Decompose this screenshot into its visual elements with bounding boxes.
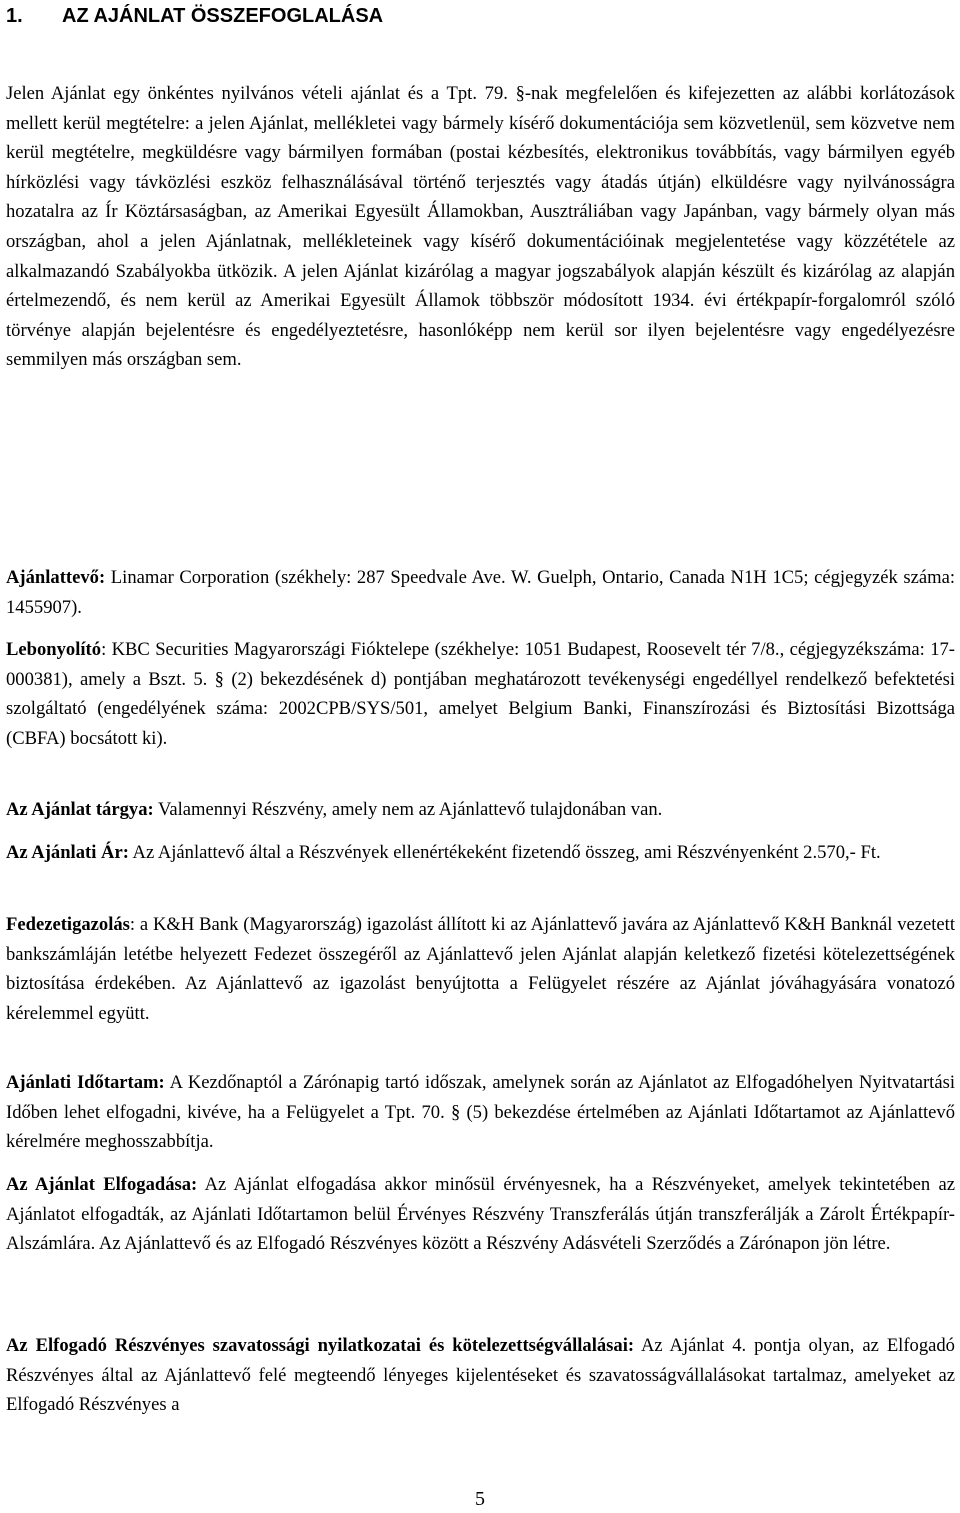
- warranties-text: Az Ajánlat 4. pontja olyan, az Elfogadó Részvényes által az Ajánlattevő felé megteendő lényeges kijelentéseket és szavatosságvállalásokat tartalmaz, amelyeket az Elfogadó Részvényes a: [6, 1335, 955, 1416]
- offeror-text: Linamar Corporation (székhely: 287 Speedvale Ave. W. Guelph, Ontario, Canada N1H 1C5; cégjegyzék száma: 1455907).: [6, 567, 955, 618]
- acceptance-paragraph: [6, 1170, 955, 1259]
- funding-paragraph: [6, 910, 955, 1028]
- funding-label: Fedezetigazolás: [6, 914, 130, 935]
- manager-label: Lebonyolító: [6, 639, 102, 660]
- warranties-paragraph: [6, 1331, 955, 1420]
- price-text: Az Ajánlattevő által a Részvények ellenértékeként fizetendő összeg, ami Részvényenként 2.570,- Ft.: [132, 842, 881, 863]
- manager-paragraph: [6, 635, 955, 753]
- subject-paragraph: [6, 795, 955, 825]
- acceptance-label: Az Ajánlat Elfogadása:: [6, 1174, 198, 1195]
- period-paragraph: [6, 1068, 955, 1157]
- subject-text: Valamennyi Részvény, amely nem az Ajánlattevő tulajdonában van.: [158, 799, 663, 820]
- offeror-label: Ajánlattevő:: [6, 567, 106, 588]
- warranties-label: Az Elfogadó Részvényes szavatossági nyilatkozatai és kötelezettségvállalásai:: [6, 1335, 635, 1356]
- section-number: 1.: [6, 5, 23, 27]
- price-label: Az Ajánlati Ár:: [6, 842, 129, 863]
- period-text: A Kezdőnaptól a Zárónapig tartó időszak, amelynek során az Ajánlatot az Elfogadóhelyen Nyitvatartási Időben lehet elfogadni, kivéve, ha a Felügyelet a Tpt. 70. § (5) bekezdése értelmében az Ajánlati Időtartamot az Ajánlattevő kérelmére meghosszabbítja.: [6, 1072, 955, 1153]
- section-title: AZ AJÁNLAT ÖSSZEFOGLALÁSA: [62, 5, 384, 27]
- price-paragraph: [6, 838, 955, 868]
- offeror-paragraph: [6, 563, 955, 622]
- funding-text: : a K&H Bank (Magyarország) igazolást állított ki az Ajánlattevő javára az Ajánlattevő K&H Banknál vezetett bankszámláján letétbe helyezett Fedezet összegéről az Ajánlattevő jelen Ajánlat alapján keletkező fizetési kötelezettségének biztosítása érdekében. Az Ajánlattevő az igazolást benyújtotta a Felügyelet részére az Ajánlat jóváhagyására vonatozó kérelemmel együtt.: [6, 914, 955, 1024]
- subject-label: Az Ajánlat tárgya:: [6, 799, 154, 820]
- page-number: 5: [475, 1488, 485, 1510]
- period-label: Ajánlati Időtartam:: [6, 1072, 165, 1093]
- intro-paragraph: Jelen Ajánlat egy önkéntes nyilvános vételi ajánlat és a Tpt. 79. §-nak megfelelően és kifejezetten az alábbi korlátozások mellett kerül megtételre: a jelen Ajánlat, mellékletei vagy bármely kísérő dokumentációja sem közvetlenül, sem közvetve nem kerül megtételre, megküldésre vagy bármilyen formában (postai kézbesítés, elektronikus továbbítás, vagy bármilyen egyéb hírközlési vagy távközlési eszköz felhasználásával történő terjesztés vagy átadás útján) elküldésre vagy nyilvánosságra hozatalra az Ír Köztársaságban, az Amerikai Egyesült Államokban, Ausztráliában vagy Japánban, vagy bármely olyan más országban, ahol a jelen Ajánlatnak, mellékleteinek vagy kísérő dokumentációinak megjelentetése vagy közzététele az alkalmazandó Szabályokba ütközik. A jelen Ajánlat kizárólag a magyar jogszabályok alapján készült és kizárólag az alapján értelmezendő, és nem kerül az Amerikai Egyesült Államok többször módosított 1934. évi értékpapír-forgalomról szóló törvénye alapján bejelentésre és engedélyeztetésre, hasonlóképp nem kerül sor ilyen bejelentésre vagy engedélyezésre semmilyen más országban sem.: [6, 83, 955, 371]
- manager-text: : KBC Securities Magyarországi Fióktelepe (székhelye: 1051 Budapest, Roosevelt tér 7/8., cégjegyzékszáma: 17-000381), amely a Bszt. 5. § (2) bekezdésének d) pontjában meghatározott tevékenységi engedéllyel rendelkező befektetési szolgáltató (engedélyének száma: 2002CPB/SYS/501, amelyet Belgium Banki, Finanszírozási és Biztosítási Bizottsága (CBFA) bocsátott ki).: [6, 639, 955, 749]
- acceptance-text: Az Ajánlat elfogadása akkor minősül érvényesnek, ha a Részvényeket, amelyek tekintetében az Ajánlatot elfogadták, az Ajánlati Időtartamon belül Érvényes Részvény Transzferálás útján transzferálják a Zárolt Értékpapír-Alszámlára. Az Ajánlattevő és az Elfogadó Részvényes között a Részvény Adásvételi Szerződés a Zárónapon jön létre.: [6, 1174, 955, 1255]
- section-heading: [6, 2, 383, 30]
